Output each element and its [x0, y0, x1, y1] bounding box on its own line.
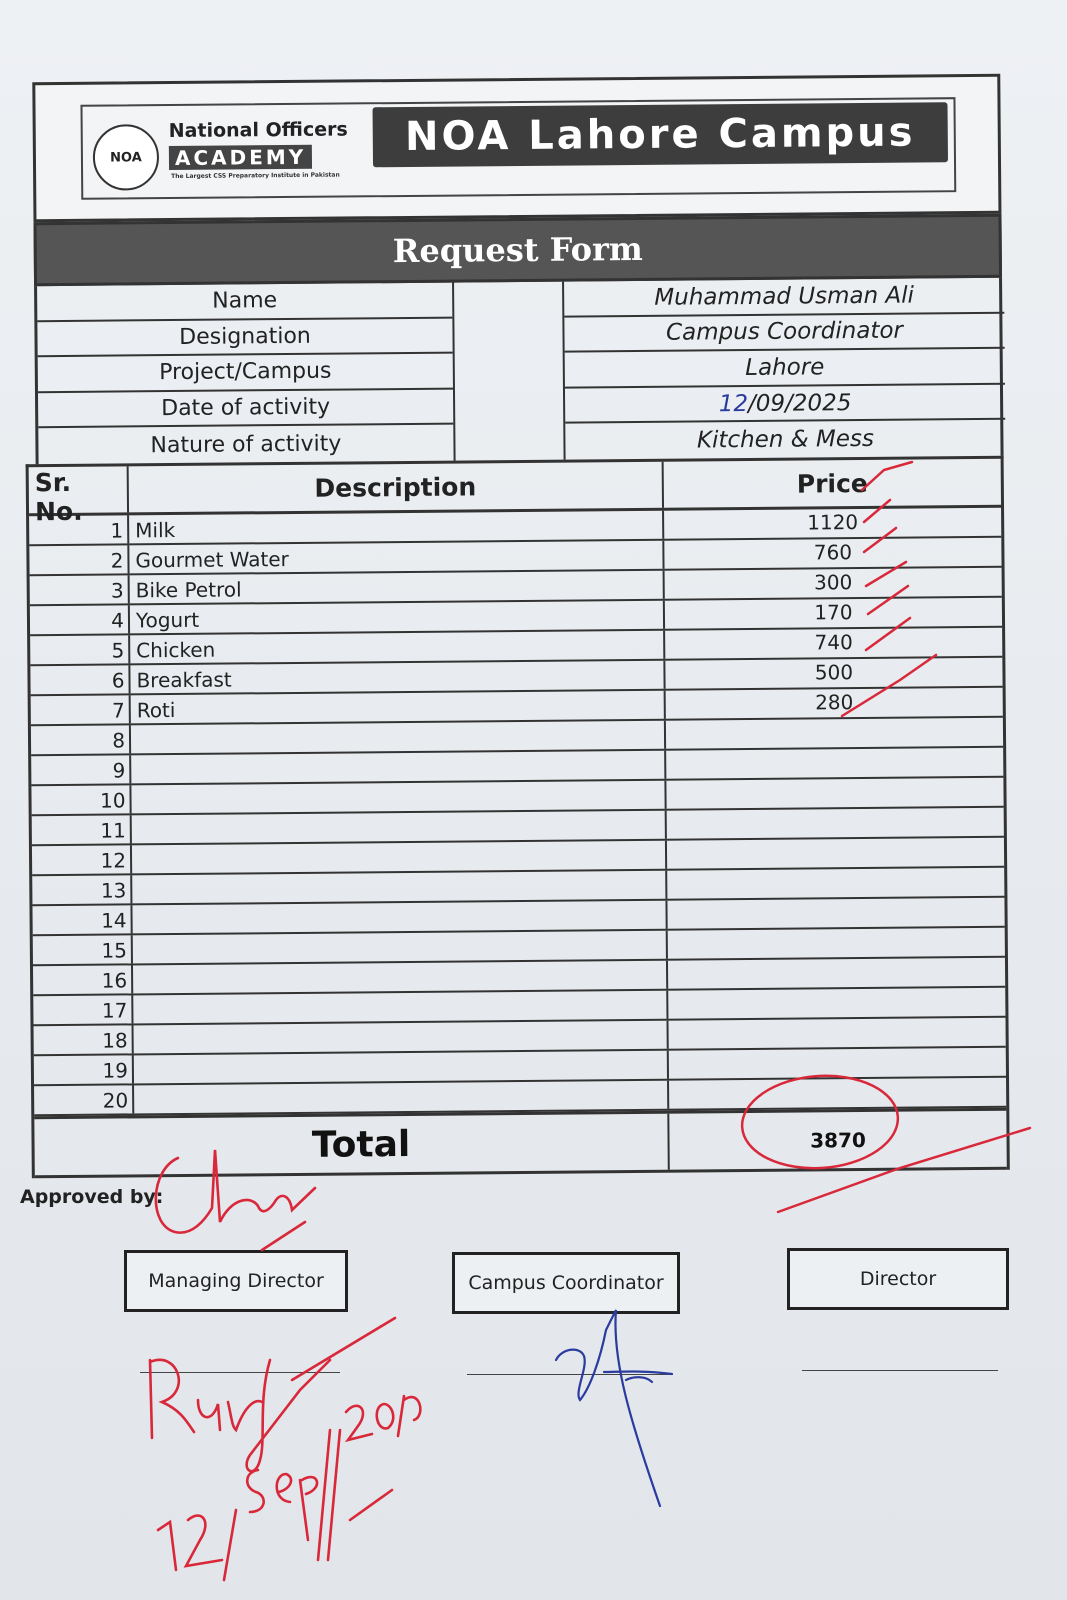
row-description: Breakfast — [130, 661, 665, 694]
row-description — [132, 901, 667, 934]
row-sr-no: 15 — [33, 935, 133, 964]
row-sr-no: 18 — [34, 1025, 134, 1054]
date-day-handwritten: 12 — [718, 390, 749, 417]
row-description — [133, 961, 668, 994]
row-description — [134, 1051, 669, 1084]
row-sr-no: 1 — [29, 515, 129, 544]
row-description: Gourmet Water — [129, 541, 664, 574]
row-description — [134, 1081, 669, 1114]
row-description — [131, 721, 666, 754]
managing-director-signature-line — [140, 1372, 340, 1373]
row-price — [667, 868, 1004, 899]
request-form — [22, 44, 1022, 1166]
logo-text-line1: National Officers — [168, 118, 348, 143]
row-sr-no: 6 — [30, 665, 130, 694]
items-table — [26, 456, 1010, 1179]
value-name: Muhammad Usman Ali — [564, 278, 1004, 317]
row-description: Yogurt — [130, 601, 665, 634]
row-price: 740 — [814, 630, 853, 655]
row-price: 300 — [813, 570, 853, 595]
row-price — [666, 748, 1003, 779]
row-price: 280 — [815, 690, 854, 715]
header-sr-no: Sr. No. — [29, 466, 129, 513]
row-description — [133, 991, 668, 1024]
row-price — [667, 898, 1004, 929]
header-price: Price — [796, 468, 868, 499]
total-value: 3870 — [810, 1127, 866, 1153]
campus-coordinator-signature — [556, 1310, 672, 1506]
form-title: Request Form — [34, 214, 1003, 286]
row-description — [132, 841, 667, 874]
row-sr-no: 11 — [32, 815, 132, 844]
info-section — [34, 278, 1004, 464]
row-price — [666, 778, 1003, 809]
row-sr-no: 17 — [33, 995, 133, 1024]
label-designation: Designation — [37, 318, 452, 357]
row-sr-no: 19 — [34, 1055, 134, 1084]
row-price — [668, 1018, 1005, 1049]
row-price: 760 — [813, 540, 853, 565]
noa-seal-logo: NOA — [93, 124, 160, 191]
row-price — [666, 718, 1003, 749]
value-designation: Campus Coordinator — [564, 313, 1004, 352]
row-price — [667, 838, 1004, 869]
row-description: Bike Petrol — [130, 571, 665, 604]
info-labels — [37, 283, 456, 465]
info-values — [562, 278, 1006, 460]
director-signature-line — [802, 1370, 998, 1371]
row-sr-no: 4 — [30, 605, 130, 634]
label-date: Date of activity — [38, 389, 453, 428]
row-description: Milk — [129, 511, 664, 544]
label-project-campus: Project/Campus — [38, 354, 453, 393]
row-sr-no: 10 — [31, 785, 131, 814]
label-name: Name — [37, 283, 452, 322]
row-price — [669, 1048, 1006, 1079]
row-description — [133, 931, 668, 964]
row-sr-no: 8 — [31, 725, 131, 754]
row-sr-no: 12 — [32, 845, 132, 874]
row-price — [668, 928, 1005, 959]
items-table-body — [29, 508, 1006, 1116]
row-sr-no: 2 — [29, 545, 129, 574]
managing-director-box: Managing Director — [124, 1250, 348, 1312]
row-description: Chicken — [130, 631, 665, 664]
value-campus: Lahore — [565, 349, 1005, 388]
row-description: Roti — [131, 691, 666, 724]
row-description — [131, 781, 666, 814]
row-sr-no: 5 — [30, 635, 130, 664]
row-description — [132, 811, 667, 844]
campus-coordinator-box: Campus Coordinator — [452, 1252, 680, 1314]
approved-by-label: Approved by: — [20, 1186, 164, 1208]
row-price: 170 — [814, 600, 853, 625]
campus-coordinator-signature-line — [467, 1374, 672, 1375]
row-price — [667, 808, 1004, 839]
header-description: Description — [129, 462, 664, 513]
handwritten-date-signature — [158, 1396, 420, 1580]
label-nature: Nature of activity — [150, 431, 342, 458]
campus-title: NOA Lahore Campus — [373, 102, 949, 167]
date-month-year: /09/2025 — [747, 389, 852, 417]
row-sr-no: 3 — [30, 575, 130, 604]
row-price — [668, 958, 1005, 989]
row-sr-no: 7 — [31, 695, 131, 724]
value-nature: Kitchen & Mess — [696, 426, 875, 454]
director-box: Director — [787, 1248, 1009, 1310]
row-sr-no: 16 — [33, 965, 133, 994]
value-date — [565, 385, 1005, 424]
logo-text-line2: ACADEMY — [169, 145, 313, 170]
row-price: 500 — [814, 660, 854, 685]
row-description — [134, 1021, 669, 1054]
row-description — [131, 751, 666, 784]
row-price — [669, 1078, 1006, 1109]
row-sr-no: 9 — [31, 755, 131, 784]
form-header — [32, 74, 1001, 222]
row-sr-no: 20 — [34, 1085, 134, 1114]
logo-tagline: The Largest CSS Preparatory Institute in Pakistan — [171, 171, 340, 181]
row-sr-no: 13 — [32, 875, 132, 904]
row-price: 1120 — [807, 510, 859, 535]
header-inner-frame — [80, 97, 956, 200]
row-price — [668, 988, 1005, 1019]
total-row — [34, 1108, 1007, 1178]
total-label: Total — [34, 1114, 669, 1176]
row-description — [132, 871, 667, 904]
row-sr-no: 14 — [32, 905, 132, 934]
